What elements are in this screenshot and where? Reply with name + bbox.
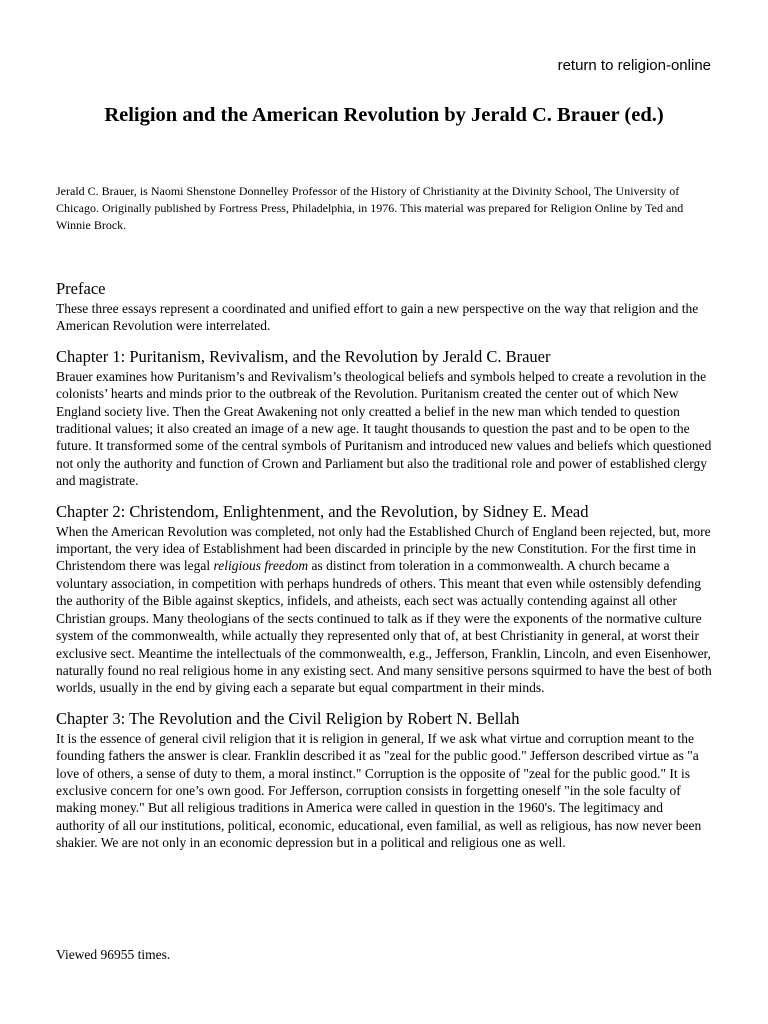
return-to-religion-online-link[interactable]: return to religion-online — [557, 57, 711, 74]
section-chapter-1 — [56, 346, 712, 490]
section-chapter-2 — [56, 501, 712, 697]
section-body: These three essays represent a coordinated and unified effort to gain a new perspective on the way that religion and the American Revolution were interrelated. — [56, 301, 699, 334]
section-preface — [56, 278, 712, 335]
section-body-text: as distinct from toleration in a commonwealth. A church became a voluntary association, in competition with perhaps hundreds of others. This meant that even while ostensibly defending the authority of the Bible against skeptics, infidels, and atheists, each sect was actually contending against all other Christian groups. Many theologians of the sects continued to talk as if they were the exponents of the normative culture system of the commonwealth, while actually they represented only that of, at best Christianity in general, at worst their exclusive sect. Meantime the intellectuals of the commonwealth, e.g., Jefferson, Franklin, Lincoln, and even Eisenhower, naturally found no real religious home in any existing sect. And many sensitive persons squirmed to have the best of both worlds, usually in the end by giving each a separate but equal compartment in their minds. — [56, 558, 712, 696]
section-body: Brauer examines how Puritanism’s and Revivalism’s theological beliefs and symbols helped to create a revolution in the colonists’ hearts and minds prior to the outbreak of the Revolution. Puritanism created the center out of which New England society live. Then the Great Awakening not only creatted a belief in the new man which tended to question traditional values; it also created an image of a new age. It taught thousands to question the past and to be open to the future. It transformed some of the central symbols of Puritanism and introduced new values and beliefs which questioned not only the authority and function of Crown and Parliament but also the traditional role and power of established clergy and magistrate. — [56, 368, 712, 489]
page-title: Religion and the American Revolution by Jerald C. Brauer (ed.) — [104, 104, 664, 126]
section-body: It is the essence of general civil religion that it is religion in general, If we ask what virtue and corruption meant to the founding fathers the answer is clear. Franklin described it as "zeal for the public good." Jefferson described virtue as "a love of others, a sense of duty to them, a moral instinct." Corruption is the opposite of "zeal for the public good." It is exclusive concern for one’s own good. For Jefferson, corruption consists in forgetting oneself "in the sole faculty of making money." But all religious traditions in America were called in question in the 1960's. The legitimacy and authority of all our institutions, political, economic, educational, even familial, as well as religious, has now never been shakier. We are not only in an economic depression but in a political and religious one as well. — [56, 730, 702, 851]
section-heading: Chapter 1: Puritanism, Revivalism, and the Revolution by Jerald C. Brauer — [56, 346, 551, 366]
section-heading: Chapter 2: Christendom, Enlightenment, and the Revolution, by Sidney E. Mead — [56, 501, 589, 521]
view-count: Viewed 96955 times. — [56, 947, 171, 962]
emphasis-text: religious freedom — [213, 558, 309, 574]
section-heading: Preface — [56, 279, 106, 298]
sections-container — [56, 278, 712, 863]
section-chapter-3 — [56, 708, 712, 852]
section-body-text: When the American Revolution was completed, not only had the Established Church of England been rejected, but, more important, the very idea of Establishment had been discarded in principle by the new Constitution. For the first time in Christendom there was legal — [56, 523, 711, 574]
author-byline: Jerald C. Brauer, is Naomi Shenstone Donnelley Professor of the History of Christianity at the Divinity School, The University of Chicago. Originally published by Fortress Press, Philadelphia, in 1976. This material was prepared for Religion Online by Ted and Winnie Brock. — [56, 184, 684, 232]
section-body — [56, 523, 712, 697]
section-heading: Chapter 3: The Revolution and the Civil Religion by Robert N. Bellah — [56, 708, 520, 728]
